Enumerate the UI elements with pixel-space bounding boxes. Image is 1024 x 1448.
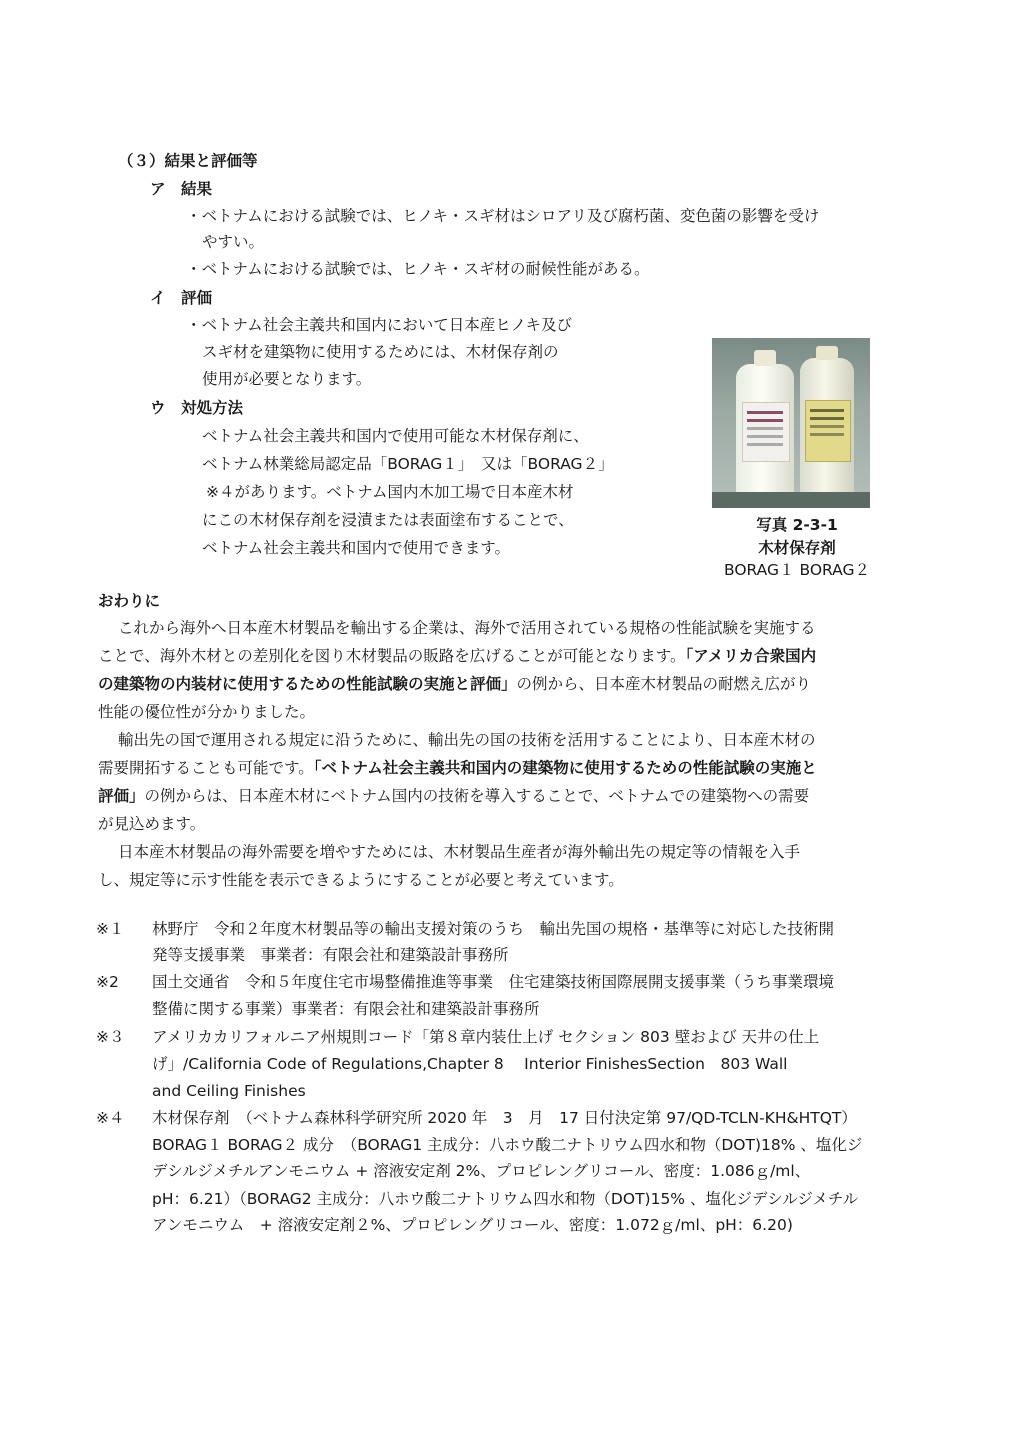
evaluation-line-1: ・ベトナム社会主義共和国内において日本産ヒノキ及び <box>186 316 572 334</box>
footnote-4-line-1: 木材保存剤 （ベトナム森林科学研究所 2020 年 3 月 17 日付決定第 97/QD-TCLN-KH&HTQT） <box>152 1109 857 1127</box>
countermeasure-line-3: ※４があります。ベトナム国内木加工場で日本産木材 <box>206 483 574 501</box>
countermeasure-heading: ウ 対処方法 <box>150 399 244 417</box>
conclusion-p1-line-3: の建築物の内装材に使用するための性能試験の実施と評価」の例から、日本産木材製品の耐燃え広がり <box>98 675 812 693</box>
footnote-2-line-2: 整備に関する事業）事業者：有限会社和建築設計事務所 <box>152 1000 540 1018</box>
footnote-4-mark: ※４ <box>96 1109 125 1127</box>
footnote-1-line-1: 林野庁 令和２年度木材製品等の輸出支援対策のうち 輸出先国の規格・基準等に対応した技術開 <box>152 920 835 938</box>
countermeasure-line-4: にこの木材保存剤を浸漬または表面塗布することで、 <box>202 511 574 529</box>
result-line-1: ・ベトナムにおける試験では、ヒノキ・スギ材はシロアリ及び腐朽菌、変色菌の影響を受け <box>186 207 820 225</box>
footnote-3-line-1: アメリカカリフォルニア州規則コード「第８章内装仕上げ セクション 803 壁および 天井の仕上 <box>152 1028 820 1046</box>
conclusion-p1-line-1: これから海外へ日本産木材製品を輸出する企業は、海外で活用されている規格の性能試験を実施する <box>118 619 816 637</box>
conclusion-p3-line-2: し、規定等に示す性能を表示できるようにすることが必要と考えています。 <box>98 871 624 889</box>
photo-caption-products: BORAG１ BORAG２ <box>723 561 871 579</box>
footnote-3-line-3: and Ceiling Finishes <box>152 1082 306 1100</box>
footnote-3-mark: ※３ <box>96 1028 125 1046</box>
countermeasure-line-5: ベトナム社会主義共和国内で使用できます。 <box>202 539 510 557</box>
footnote-1-mark: ※１ <box>96 920 125 938</box>
result-line-3: ・ベトナムにおける試験では、ヒノキ・スギ材の耐候性能がある。 <box>186 260 650 278</box>
conclusion-p1-line-4: 性能の優位性が分かりました。 <box>98 703 316 721</box>
conclusion-heading: おわりに <box>98 592 161 610</box>
countermeasure-line-1: ベトナム社会主義共和国内で使用可能な木材保存剤に、 <box>202 427 589 445</box>
conclusion-p2-line-1: 輸出先の国で運用される規定に沿うために、輸出先の国の技術を活用することにより、日本産木材の <box>118 731 816 749</box>
footnote-4-line-5: アンモニウム + 溶液安定剤２%、プロピレングリコール、密度：1.072ｇ/ml、pH：6.20) <box>152 1216 793 1234</box>
evaluation-heading: イ 評価 <box>150 289 213 307</box>
conclusion-p1-line-2: ことで、海外木材との差別化を図り木材製品の販路を広げることが可能となります。「アメリカ合衆国内 <box>98 647 817 665</box>
conclusion-p2-line-2: 需要開拓することも可能です。「ベトナム社会主義共和国内の建築物に使用するための性能試験の実施と <box>98 759 817 777</box>
footnote-4-line-2: BORAG１ BORAG２ 成分 （BORAG1 主成分：八ホウ酸二ナトリウム四水和物（DOT)18% 、塩化ジ <box>152 1136 863 1154</box>
footnote-1-line-2: 発等支援事業 事業者：有限会社和建築設計事務所 <box>152 946 509 964</box>
photo-caption-title: 木材保存剤 <box>758 539 836 557</box>
result-line-2: やすい。 <box>202 233 265 251</box>
conclusion-p2-line-4: が見込めます。 <box>98 815 206 833</box>
result-heading: ア 結果 <box>150 180 213 198</box>
photo-caption-number: 写真 2-3-1 <box>756 516 838 534</box>
footnote-3-line-2: げ」/California Code of Regulations,Chapter 8 Interior FinishesSection 803 Wall <box>152 1055 788 1073</box>
evaluation-line-2: スギ材を建築物に使用するためには、木材保存剤の <box>202 343 559 361</box>
footnote-2-mark: ※2 <box>96 973 119 991</box>
section-heading: （３）結果と評価等 <box>118 152 258 170</box>
countermeasure-line-2: ベトナム林業総局認定品「BORAG１」 又は「BORAG２」 <box>202 455 614 473</box>
borag1-bottle <box>736 364 794 498</box>
footnote-2-line-1: 国土交通省 令和５年度住宅市場整備推進等事業 住宅建築技術国際展開支援事業（うち事業環境 <box>152 973 835 991</box>
conclusion-p3-line-1: 日本産木材製品の海外需要を増やすためには、木材製品生産者が海外輸出先の規定等の情報を入手 <box>118 843 801 861</box>
borag2-bottle <box>800 358 854 498</box>
preservative-bottles-photo <box>712 338 870 508</box>
footnote-4-line-4: pH：6.21）（BORAG2 主成分：八ホウ酸二ナトリウム四水和物（DOT)15% 、塩化ジデシルジメチル <box>152 1190 859 1208</box>
conclusion-p2-line-3: 評価」の例からは、日本産木材にベトナム国内の技術を導入することで、ベトナムでの建築物への需要 <box>98 787 810 805</box>
footnote-4-line-3: デシルジメチルアンモニウム + 溶液安定剤 2%、プロピレングリコール、密度：1.086ｇ/ml、 <box>152 1162 811 1180</box>
evaluation-line-3: 使用が必要となります。 <box>202 370 372 388</box>
